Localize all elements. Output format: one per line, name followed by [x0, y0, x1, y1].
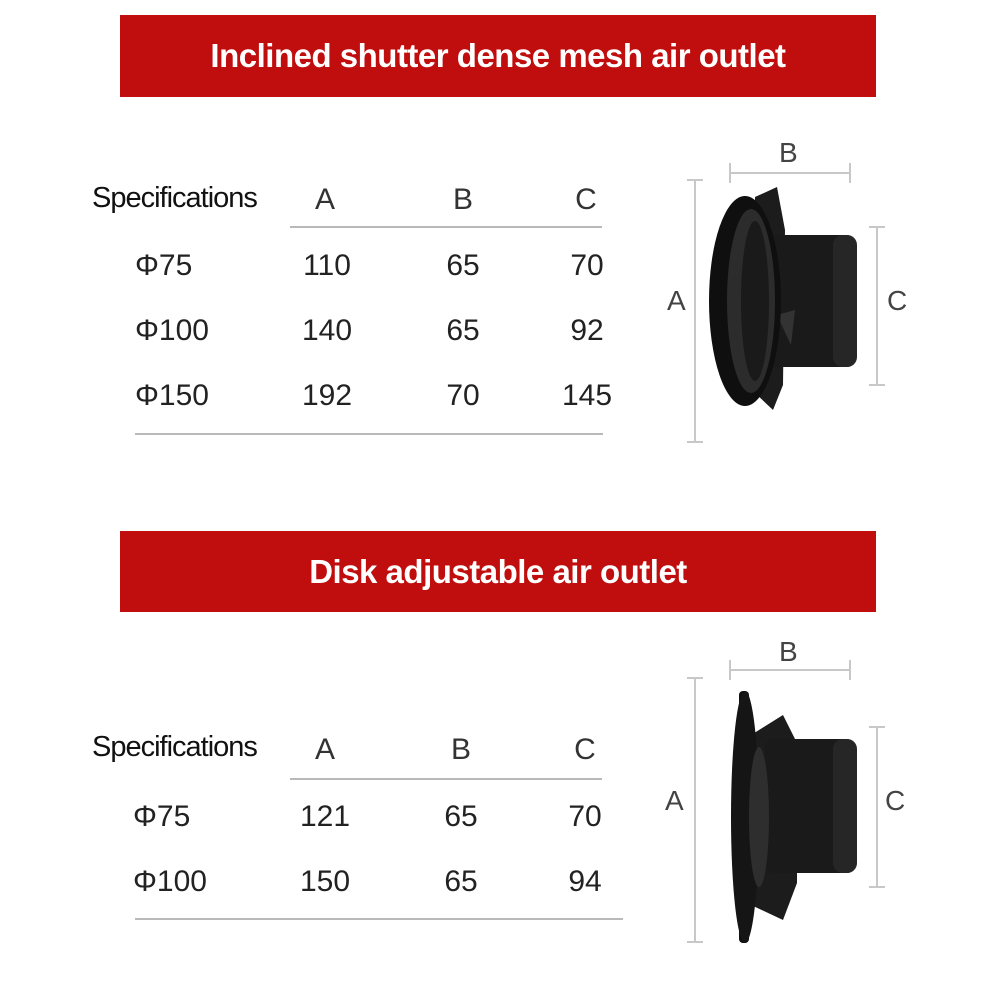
section-2-col-a: A: [314, 733, 335, 766]
dim-label-b: B: [779, 137, 798, 168]
section-2-air-outlet-diagram: [655, 635, 930, 950]
row-c: 94: [568, 865, 602, 898]
dim-label-a: A: [667, 285, 686, 316]
row-c: 70: [570, 249, 604, 282]
section-1-title: Inclined shutter dense mesh air outlet: [210, 37, 786, 74]
row-a: 192: [301, 379, 353, 412]
row-name: Φ100: [135, 314, 209, 347]
row-a: 110: [303, 249, 351, 282]
air-outlet-side-view-icon: [709, 187, 857, 410]
section-1-title-banner: [120, 15, 876, 97]
dim-label-c: C: [885, 785, 906, 816]
air-outlet-side-view-icon: [731, 691, 857, 943]
dim-label-b: B: [779, 636, 798, 667]
section-2-title-banner: [120, 531, 876, 612]
section-2-spec-heading: Specifications: [92, 731, 257, 763]
section-2-footer-rule: [135, 918, 623, 920]
section-1-air-outlet-diagram: [655, 135, 930, 450]
row-name: Φ150: [135, 379, 209, 412]
row-b: 70: [446, 379, 480, 412]
section-1-footer-rule: [135, 433, 603, 435]
row-a: 121: [299, 800, 351, 833]
row-name: Φ75: [135, 249, 193, 282]
row-a: 140: [301, 314, 353, 347]
row-name: Φ100: [133, 865, 207, 898]
section-2-col-c: C: [574, 733, 596, 766]
section-1-col-c: C: [575, 183, 597, 216]
section-1-spec-heading: Specifications: [92, 182, 257, 214]
section-2-col-b: B: [450, 733, 471, 766]
section-1-col-a: A: [314, 183, 335, 216]
dim-label-c: C: [887, 285, 908, 316]
row-b: 65: [446, 249, 480, 282]
row-c: 145: [561, 379, 613, 412]
row-b: 65: [446, 314, 480, 347]
row-c: 92: [570, 314, 604, 347]
section-1-header-rule: [290, 226, 602, 228]
dim-label-a: A: [665, 785, 684, 816]
row-b: 65: [444, 865, 478, 898]
section-2-header-rule: [290, 778, 602, 780]
row-a: 150: [299, 865, 351, 898]
row-b: 65: [444, 800, 478, 833]
row-c: 70: [568, 800, 602, 833]
section-1-col-b: B: [452, 183, 473, 216]
row-name: Φ75: [133, 800, 191, 833]
section-2-title: Disk adjustable air outlet: [309, 552, 687, 590]
